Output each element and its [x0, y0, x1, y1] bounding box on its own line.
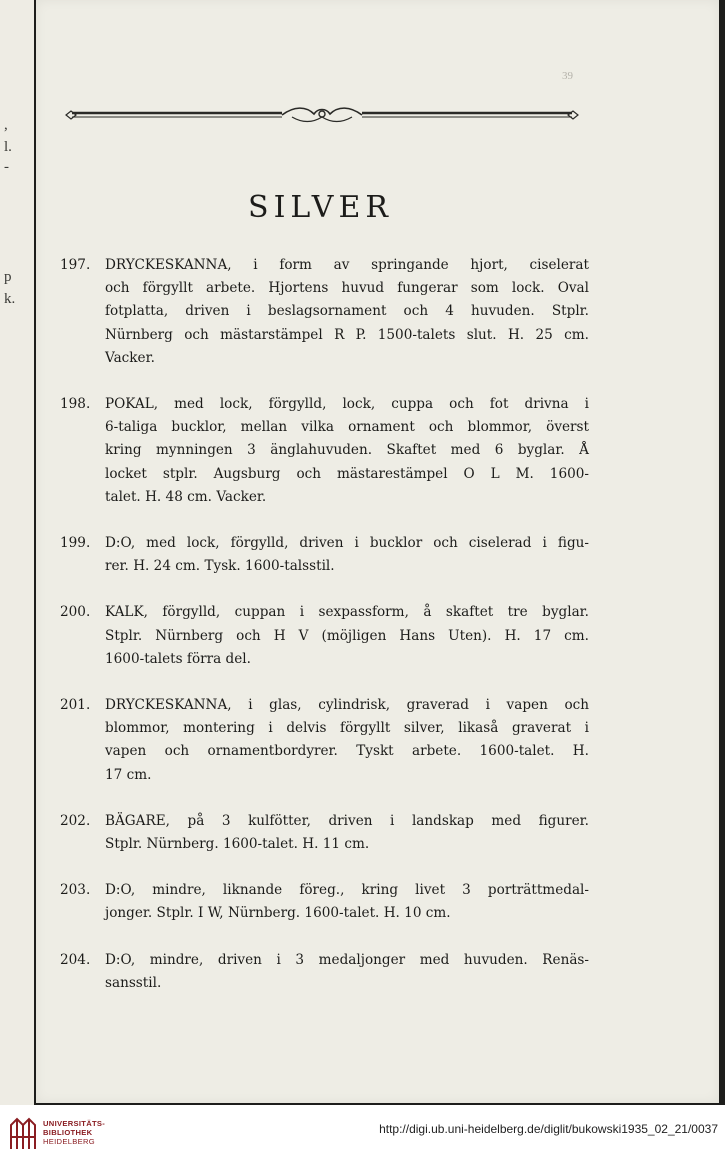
library-name-line: HEIDELBERG: [43, 1137, 95, 1146]
catalogue-entries: [60, 254, 589, 1018]
entry-number: 197.: [60, 257, 91, 273]
entry-text-line: talet. H. 48 cm. Vacker.: [105, 488, 267, 505]
page-number: 39: [562, 70, 573, 82]
edge-fragment: p: [4, 269, 12, 285]
entry-text-line: blommor, montering i delvis förgyllt silver, likaså graverat i: [105, 720, 589, 737]
entry-text-line: jonger. Stplr. I W, Nürnberg. 1600-talet. H. 10 cm.: [105, 905, 451, 922]
entry-text-line: BÄGARE, på 3 kulfötter, driven i landskap med figurer.: [105, 812, 589, 829]
edge-fragment: l.: [4, 139, 12, 155]
edge-fragment: k.: [4, 291, 16, 307]
entry-text-line: KALK, förgylld, cuppan i sexpassform, å skaftet tre byglar.: [105, 604, 589, 621]
university-library-logo-icon: [7, 1115, 39, 1153]
entry-number: 198.: [60, 396, 91, 413]
entry-text-line: rer. H. 24 cm. Tysk. 1600-talsstil.: [105, 558, 335, 575]
library-name-line: UNIVERSITÄTS-: [43, 1119, 106, 1128]
entry-number: 203.: [60, 882, 91, 899]
entry-number: 199.: [60, 535, 91, 552]
entry-text-line: Vacker.: [105, 349, 155, 366]
entry-text-line: Nürnberg och mästarstämpel R P. 1500-talets slut. H. 25 cm.: [105, 326, 589, 343]
library-name-line: BIBLIOTHEK: [43, 1128, 93, 1137]
entry-text-line: D:O, med lock, förgylld, driven i bucklor och ciselerad i figu-: [105, 535, 589, 552]
section-title: SILVER: [248, 190, 393, 225]
entry-text-line: D:O, mindre, liknande föreg., kring livet 3 porträttmedal-: [105, 882, 589, 899]
decorative-rule-ornament-icon: [62, 104, 582, 126]
document-page: [36, 0, 719, 1103]
entry-text-line: 17 cm.: [105, 766, 152, 783]
catalogue-entry: [60, 254, 589, 370]
entry-text-line: fotplatta, driven i beslagsornament och 4 huvuden. Stplr.: [105, 303, 589, 320]
catalogue-entry: [60, 694, 589, 787]
edge-fragment: -: [4, 159, 9, 175]
entry-text-line: D:O, mindre, driven i 3 medaljonger med huvuden. Renäs-: [105, 951, 589, 968]
entry-number: 202.: [60, 812, 91, 829]
entry-text-line: POKAL, med lock, förgylld, lock, cuppa och fot drivna i: [105, 396, 589, 413]
entry-text-line: locket stplr. Augsburg och mästarestämpel O L M. 1600-: [105, 465, 589, 482]
entry-text-line: 6-taliga bucklor, mellan vilka ornament och blommor, överst: [105, 419, 589, 436]
entry-number: 201.: [60, 697, 91, 714]
footer-bar: [0, 1105, 725, 1160]
entry-text-line: och förgyllt arbete. Hjortens huvud fungerar som lock. Oval: [105, 280, 589, 297]
source-url-link[interactable]: http://digi.ub.uni-heidelberg.de/diglit/bukowski1935_02_21/0037: [379, 1122, 718, 1136]
catalogue-entry: [60, 810, 589, 856]
entry-text-line: DRYCKESKANNA, i glas, cylindrisk, graverad i vapen och: [105, 697, 589, 714]
catalogue-entry: [60, 949, 589, 995]
library-name: [43, 1119, 105, 1146]
catalogue-entry: [60, 879, 589, 925]
adjacent-page-edge: [0, 0, 34, 1105]
entry-number: 204.: [60, 951, 91, 968]
entry-text-line: kring mynningen 3 änglahuvuden. Skaftet med 6 byglar. Å: [105, 442, 589, 459]
catalogue-entry: [60, 601, 589, 671]
entry-text-line: vapen och ornamentbordyrer. Tyskt arbete. 1600-talet. H.: [105, 743, 589, 760]
edge-fragment: ,: [4, 117, 8, 133]
catalogue-entry: [60, 393, 589, 509]
entry-text-line: 1600-talets förra del.: [105, 650, 251, 667]
entry-text-line: Stplr. Nürnberg. 1600-talet. H. 11 cm.: [105, 836, 370, 853]
entry-text-line: DRYCKESKANNA, i form av springande hjort, ciselerat: [105, 257, 589, 273]
entry-text-line: sansstil.: [105, 974, 162, 991]
entry-text-line: Stplr. Nürnberg och H V (möjligen Hans Uten). H. 17 cm.: [105, 627, 589, 644]
entry-number: 200.: [60, 604, 91, 621]
catalogue-entry: [60, 532, 589, 578]
